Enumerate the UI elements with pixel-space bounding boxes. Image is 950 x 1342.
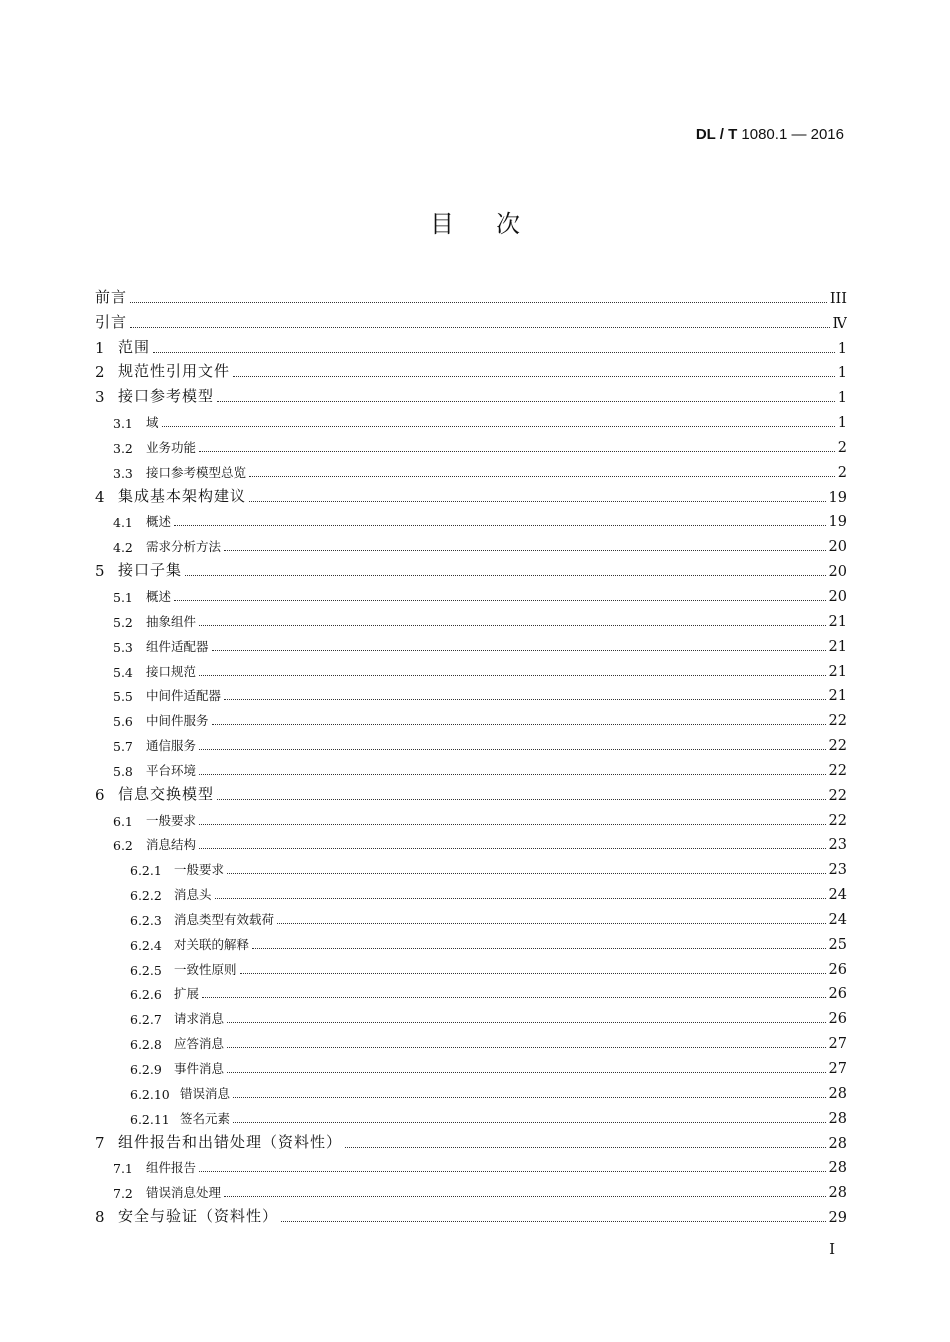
toc-entry-number: 1 <box>95 338 105 357</box>
toc-entry-title: 信息交换模型 <box>118 784 215 803</box>
toc-entry[interactable] <box>95 729 847 754</box>
toc-dot-leader <box>227 861 826 875</box>
toc-dot-leader <box>199 761 826 775</box>
toc-entry-page: 28 <box>828 1110 847 1127</box>
toc-entry-title: 概述 <box>146 514 172 530</box>
toc-entry-number: 7 <box>95 1133 105 1152</box>
toc-entry-number: 6.2.7 <box>130 1012 162 1028</box>
toc-entry-title: 概述 <box>146 588 172 604</box>
toc-dot-leader <box>174 587 826 601</box>
toc-entry-title: 一般要求 <box>174 862 225 878</box>
toc-dot-leader <box>240 960 826 974</box>
toc-entry-page: 1 <box>837 415 847 432</box>
toc-entry-number: 3.1 <box>113 416 133 432</box>
toc-entry-title: 组件报告和出错处理（资料性） <box>118 1132 343 1151</box>
toc-entry[interactable] <box>95 1201 847 1226</box>
toc-entry-number: 8 <box>95 1208 105 1227</box>
toc-entry-page: 21 <box>828 638 847 655</box>
toc-dot-leader <box>153 337 835 353</box>
toc-entry-number: 6.2.5 <box>130 962 162 978</box>
toc-dot-leader <box>199 1159 826 1173</box>
toc-entry[interactable] <box>95 332 847 357</box>
toc-entry-page: 26 <box>828 1011 847 1028</box>
toc-entry[interactable] <box>95 704 847 729</box>
toc-entry-number: 4.1 <box>113 515 133 531</box>
toc-entry[interactable] <box>95 878 847 903</box>
toc-entry[interactable] <box>95 580 847 605</box>
toc-dot-leader <box>233 361 835 377</box>
toc-entry-page: 28 <box>828 1160 847 1177</box>
toc-entry-number: 6.2.9 <box>130 1062 162 1077</box>
toc-entry[interactable] <box>95 1127 847 1152</box>
toc-entry-title: 扩展 <box>174 986 200 1002</box>
toc-dot-leader <box>217 784 826 800</box>
toc-entry[interactable] <box>95 406 847 431</box>
toc-entry-number: 3.3 <box>113 465 133 481</box>
toc-entry-title: 消息结构 <box>146 837 197 853</box>
toc-entry[interactable] <box>95 953 847 978</box>
toc-entry[interactable] <box>95 381 847 406</box>
toc-entry-number: 6.2 <box>113 838 133 854</box>
toc-entry-page: 22 <box>828 738 847 755</box>
toc-entry-title: 范围 <box>118 337 151 356</box>
toc-entry-number: 5.2 <box>113 614 133 630</box>
toc-dot-leader <box>130 287 827 303</box>
toc-entry-title: 中间件服务 <box>146 713 209 729</box>
toc-entry-number: 3.2 <box>113 440 133 456</box>
toc-entry[interactable] <box>95 630 847 655</box>
toc-entry-page: 27 <box>828 1036 847 1053</box>
toc-entry-page: 22 <box>828 762 847 779</box>
toc-entry-number: 6.2.4 <box>130 937 162 953</box>
toc-entry[interactable] <box>95 481 847 506</box>
toc-entry-page: 19 <box>828 489 847 506</box>
toc-entry-title: 引言 <box>95 312 128 331</box>
toc-dot-leader <box>249 486 826 502</box>
toc-dot-leader <box>215 886 826 900</box>
toc-entry-title: 抽象组件 <box>146 613 197 629</box>
toc-entry-page: 23 <box>828 837 847 854</box>
toc-dot-leader <box>130 312 829 328</box>
toc-entry[interactable] <box>95 506 847 531</box>
toc-entry[interactable] <box>95 754 847 779</box>
toc-entry-title: 前言 <box>95 287 128 306</box>
toc-entry-title: 错误消息 <box>180 1085 231 1101</box>
toc-dot-leader <box>162 414 835 428</box>
page-title: 目次 <box>430 210 562 238</box>
toc-entry-title: 请求消息 <box>174 1011 225 1027</box>
toc-entry[interactable] <box>95 928 847 953</box>
toc-dot-leader <box>249 463 835 477</box>
toc-dot-leader <box>224 687 826 701</box>
toc-entry[interactable] <box>95 530 847 555</box>
toc-entry-number: 6.2.3 <box>130 912 162 928</box>
toc-entry-number: 3 <box>95 388 105 407</box>
toc-dot-leader <box>199 438 835 452</box>
toc-entry[interactable] <box>95 555 847 580</box>
toc-entry-title: 事件消息 <box>174 1061 225 1076</box>
toc-entry-title: 平台环境 <box>146 762 197 778</box>
toc-entry-page: 22 <box>828 713 847 730</box>
toc-entry-page: 29 <box>828 1210 847 1227</box>
standard-prefix: DL / T <box>695 126 738 143</box>
toc-dot-leader <box>227 1010 826 1024</box>
toc-entry-page: 2 <box>837 439 847 456</box>
toc-dot-leader <box>199 662 826 676</box>
toc-dot-leader <box>277 910 826 924</box>
toc-entry-number: 4 <box>95 487 105 506</box>
toc-entry-page: 22 <box>828 787 847 804</box>
toc-entry-page: 20 <box>828 588 847 605</box>
toc-dot-leader <box>212 637 826 651</box>
toc-entry-page: 20 <box>828 564 847 581</box>
toc-entry[interactable] <box>95 1077 847 1102</box>
toc-dot-leader <box>252 935 826 949</box>
toc-entry-title: 接口参考模型总览 <box>146 464 247 480</box>
toc-entry-page: 27 <box>828 1061 847 1077</box>
toc-entry-page: 23 <box>828 862 847 879</box>
footer-page-number: I <box>829 1240 835 1258</box>
toc-entry-title: 一致性原则 <box>174 961 237 977</box>
standard-number: 1080.1 — 2016 <box>741 126 844 143</box>
toc-entry-number: 5.7 <box>113 739 133 755</box>
toc-entry-number: 6 <box>95 785 105 804</box>
toc-entry-number: 7.2 <box>113 1186 133 1202</box>
toc-entry-title: 域 <box>146 415 159 431</box>
toc-entry[interactable] <box>95 829 847 854</box>
toc-dot-leader <box>199 612 826 626</box>
toc-entry[interactable] <box>95 307 847 332</box>
toc-entry-number: 4.2 <box>113 540 133 556</box>
toc-dot-leader <box>217 386 835 402</box>
toc-entry-page: 2 <box>837 464 847 481</box>
toc-entry-title: 消息类型有效载荷 <box>174 911 275 927</box>
toc-entry-page: 22 <box>828 812 847 829</box>
toc-entry-number: 5 <box>95 562 105 581</box>
toc-entry-title: 应答消息 <box>174 1036 225 1052</box>
toc-entry[interactable] <box>95 1152 847 1177</box>
toc-entry[interactable] <box>95 804 847 829</box>
toc-entry-title: 中间件适配器 <box>146 688 222 704</box>
toc-entry-number: 5.6 <box>113 714 133 730</box>
toc-entry[interactable] <box>95 1002 847 1027</box>
toc-entry[interactable] <box>95 1052 847 1077</box>
toc-entry[interactable] <box>95 779 847 804</box>
toc-entry-page: 1 <box>837 340 847 357</box>
toc-entry-title: 签名元素 <box>180 1110 231 1126</box>
toc-entry-page: 21 <box>828 688 847 705</box>
standard-code <box>696 126 844 143</box>
toc-entry[interactable] <box>95 655 847 680</box>
toc-entry-number: 7.1 <box>113 1161 133 1177</box>
toc-entry[interactable] <box>95 853 847 878</box>
toc-entry-number: 2 <box>95 363 105 382</box>
toc-dot-leader <box>227 1060 826 1074</box>
toc-dot-leader <box>233 1109 826 1123</box>
toc-entry-title: 接口子集 <box>118 561 183 580</box>
toc-entry-page: 26 <box>828 986 847 1003</box>
toc-entry-title: 需求分析方法 <box>146 539 222 555</box>
toc-entry-title: 消息头 <box>174 887 212 903</box>
toc-entry-number: 5.5 <box>113 689 133 705</box>
toc-dot-leader <box>212 712 826 726</box>
toc-entry-page: 21 <box>828 663 847 680</box>
toc-entry-page: 19 <box>828 514 847 531</box>
toc-entry-page: 21 <box>828 613 847 630</box>
toc-entry-number: 6.2.11 <box>130 1111 170 1127</box>
toc-dot-leader <box>224 538 826 552</box>
toc-dot-leader <box>233 1084 826 1098</box>
toc-entry[interactable] <box>95 605 847 630</box>
toc-dot-leader <box>174 513 826 527</box>
toc-entry-number: 6.2.8 <box>130 1037 162 1053</box>
toc-dot-leader <box>199 811 826 825</box>
toc-dot-leader <box>199 836 826 850</box>
toc-entry-page: 1 <box>837 365 847 382</box>
toc-entry-page: 28 <box>828 1135 847 1152</box>
toc-entry-title: 通信服务 <box>146 738 197 754</box>
toc-entry-page: 1 <box>837 390 847 407</box>
toc-entry-title: 一般要求 <box>146 812 197 828</box>
toc-entry-title: 规范性引用文件 <box>118 362 231 381</box>
toc-entry-page: 28 <box>828 1085 847 1102</box>
toc-entry-page: Ⅳ <box>832 315 847 332</box>
toc-entry-number: 5.8 <box>113 763 133 779</box>
toc-entry-page: 25 <box>828 936 847 953</box>
toc-dot-leader <box>199 737 826 751</box>
toc-entry-number: 6.2.6 <box>130 987 162 1003</box>
toc-entry[interactable] <box>95 903 847 928</box>
toc-entry-title: 接口参考模型 <box>118 387 215 406</box>
toc-entry-number: 5.4 <box>113 664 133 680</box>
toc-entry-page: 24 <box>828 911 847 928</box>
toc-dot-leader <box>345 1132 826 1148</box>
toc-entry-title: 安全与验证（资料性） <box>118 1207 279 1226</box>
toc-entry-number: 6.2.1 <box>130 863 162 879</box>
toc-entry-number: 6.2.10 <box>130 1086 170 1102</box>
toc-entry-number: 6.2.2 <box>130 888 162 904</box>
table-of-contents <box>95 282 847 1226</box>
toc-entry-title: 集成基本架构建议 <box>118 486 247 505</box>
toc-entry[interactable] <box>95 282 847 307</box>
toc-entry-title: 对关联的解释 <box>174 936 250 952</box>
toc-dot-leader <box>281 1206 826 1222</box>
toc-entry-number: 5.3 <box>113 639 133 655</box>
toc-dot-leader <box>227 1035 826 1049</box>
toc-dot-leader <box>202 985 826 999</box>
toc-entry-page: 26 <box>828 961 847 978</box>
toc-entry-number: 6.1 <box>113 813 133 829</box>
toc-entry[interactable] <box>95 431 847 456</box>
toc-dot-leader <box>224 1184 826 1198</box>
toc-entry[interactable] <box>95 456 847 481</box>
toc-entry-page: 20 <box>828 539 847 556</box>
toc-entry[interactable] <box>95 978 847 1003</box>
toc-entry-title: 组件报告 <box>146 1160 197 1176</box>
toc-entry-title: 接口规范 <box>146 663 197 679</box>
toc-entry-page: 24 <box>828 887 847 904</box>
toc-dot-leader <box>185 560 826 576</box>
toc-entry[interactable] <box>95 1102 847 1127</box>
toc-entry-title: 错误消息处理 <box>146 1185 222 1201</box>
toc-entry-page: III <box>829 290 847 307</box>
toc-entry-number: 5.1 <box>113 589 133 605</box>
toc-entry-page: 28 <box>828 1185 847 1202</box>
toc-entry[interactable] <box>95 1027 847 1052</box>
toc-entry[interactable] <box>95 680 847 705</box>
toc-entry-title: 组件适配器 <box>146 638 209 654</box>
toc-entry[interactable] <box>95 357 847 382</box>
toc-entry[interactable] <box>95 1176 847 1201</box>
toc-entry-title: 业务功能 <box>146 439 197 455</box>
